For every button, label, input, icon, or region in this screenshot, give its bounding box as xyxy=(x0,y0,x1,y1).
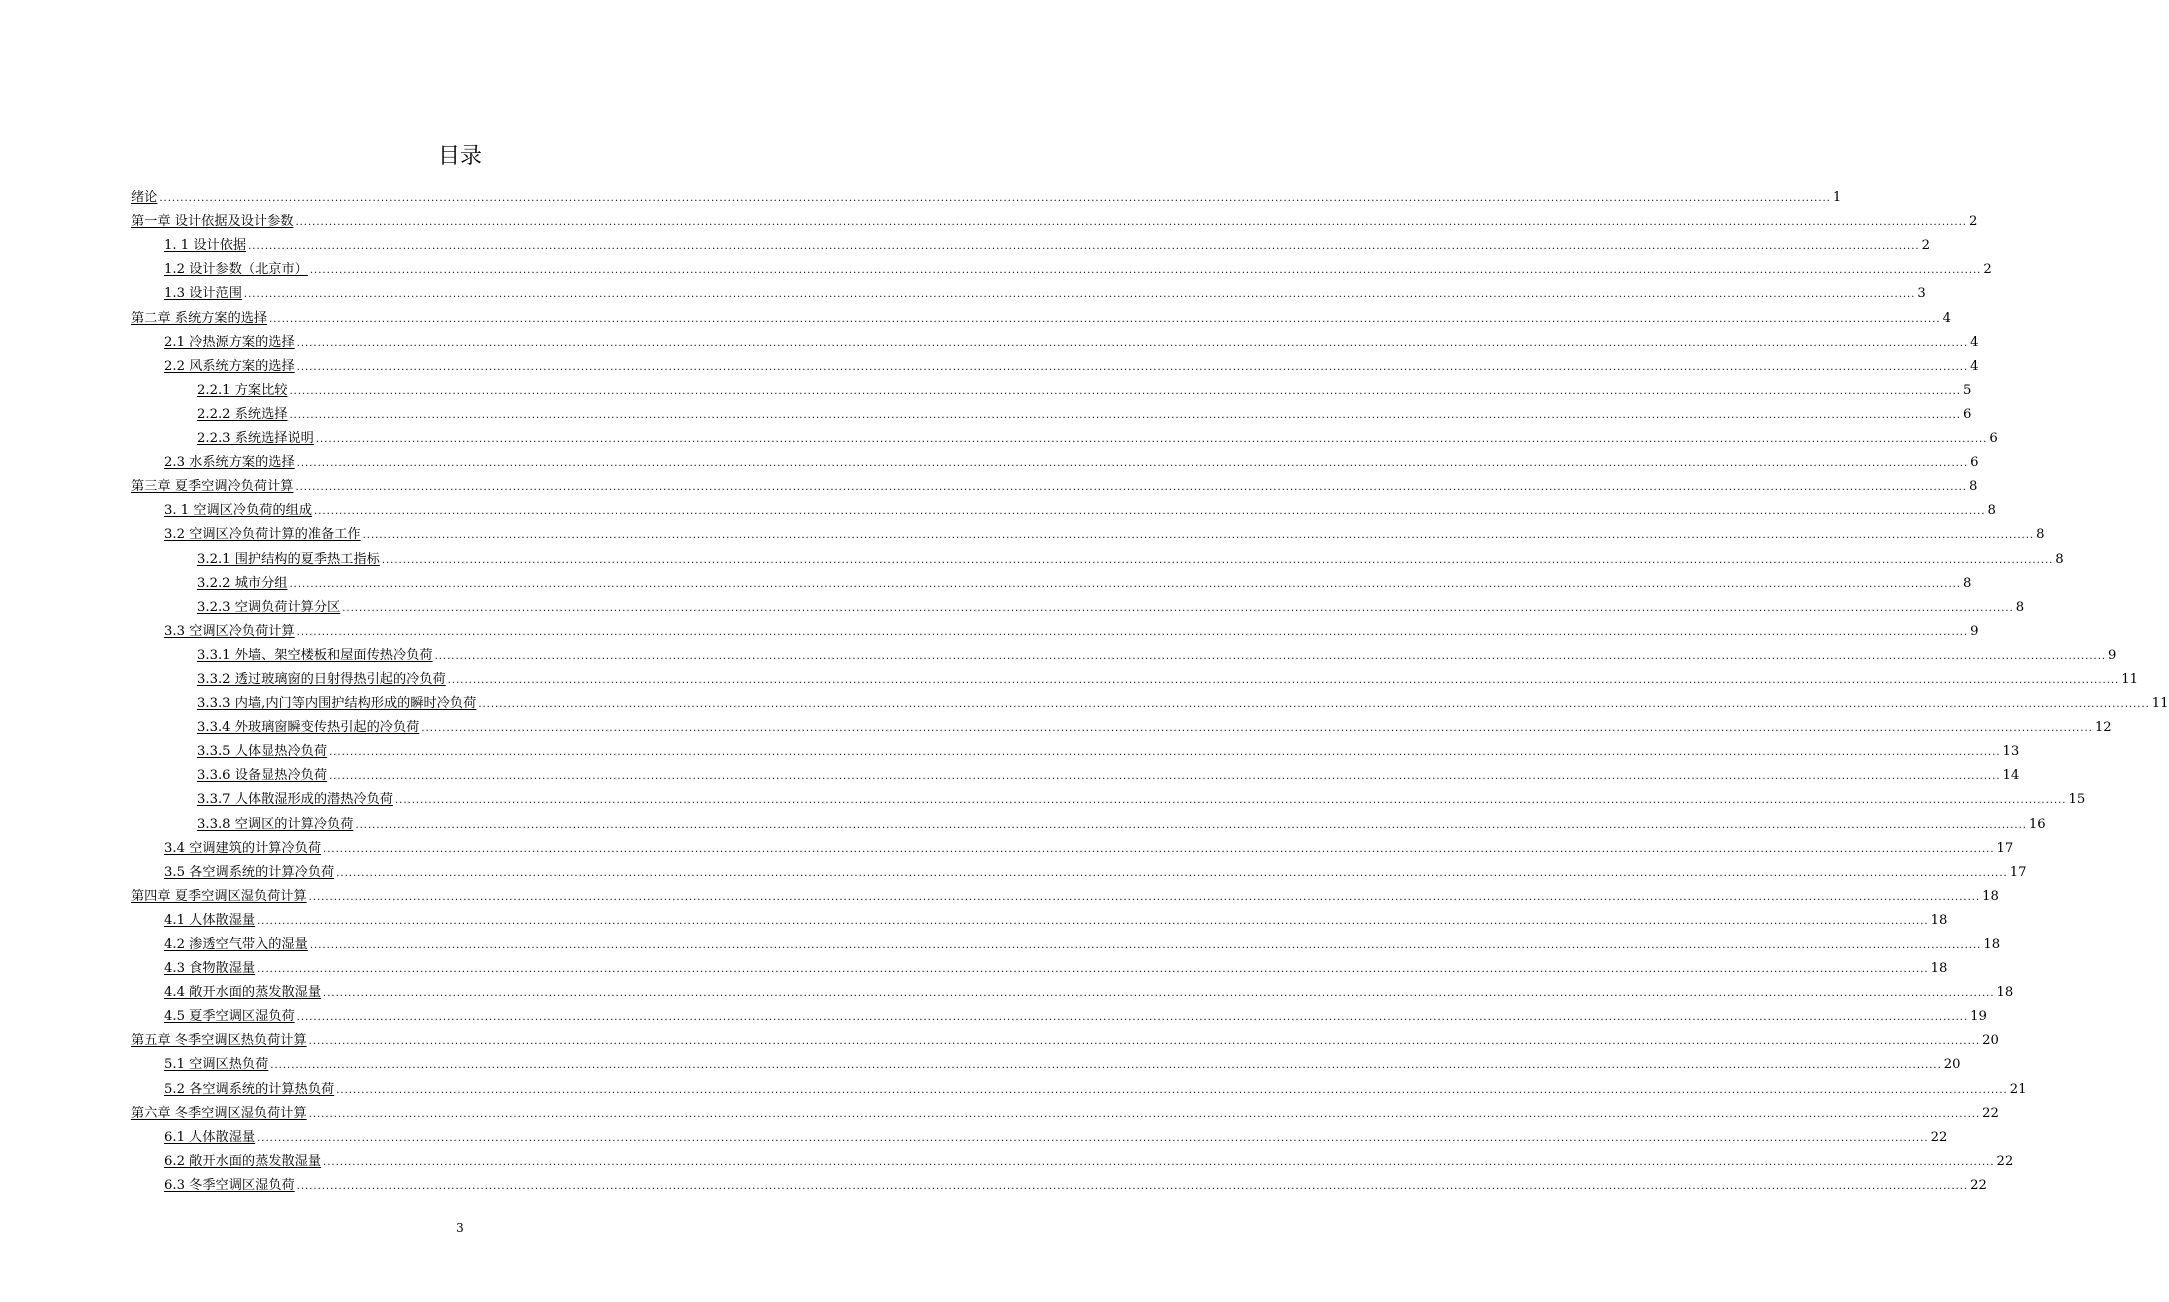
dot-leader: ................................................................................................................................................................................................................................................................................................................................................................................................................ xyxy=(289,385,1961,397)
toc-entry[interactable] xyxy=(131,519,2045,543)
toc-entry-page: 22 xyxy=(1996,1153,2014,1169)
toc-entry[interactable] xyxy=(131,929,2001,953)
toc-entry[interactable] xyxy=(131,1001,1987,1025)
toc-entry-page: 18 xyxy=(1930,912,1948,928)
dot-leader: ................................................................................................................................................................................................................................................................................................................................................................................................................ xyxy=(270,1060,1942,1072)
toc-entry[interactable] xyxy=(131,1146,2014,1170)
toc-entry-page: 8 xyxy=(1962,575,1972,591)
toc-entry[interactable] xyxy=(131,736,2020,760)
dot-leader: ................................................................................................................................................................................................................................................................................................................................................................................................................ xyxy=(309,940,1982,951)
toc-entry-page: 15 xyxy=(2068,792,2086,808)
toc-entry-page: 21 xyxy=(2009,1081,2027,1097)
dot-leader: ................................................................................................................................................................................................................................................................................................................................................................................................................ xyxy=(336,1084,2008,1096)
toc-entry-label[interactable]: 5.2 各空调系统的计算热负荷 xyxy=(164,1081,335,1097)
toc-entry-page: 17 xyxy=(2009,864,2027,880)
toc-entry-label[interactable]: 3.3.8 空调区的计算冷负荷 xyxy=(197,816,354,832)
toc-entry[interactable] xyxy=(131,254,1992,278)
toc-entry-label[interactable]: 3.2.3 空调负荷计算分区 xyxy=(197,599,341,615)
dot-leader: ................................................................................................................................................................................................................................................................................................................................................................................................................ xyxy=(248,241,1920,253)
toc-entry-page: 9 xyxy=(2108,647,2117,663)
dot-leader: ................................................................................................................................................................................................................................................................................................................................................................................................................ xyxy=(159,193,1831,205)
toc-entry-label[interactable]: 第四章 夏季空调区湿负荷计算 xyxy=(131,888,307,904)
toc-entry-page: 19 xyxy=(1970,1009,1987,1025)
table-of-contents xyxy=(131,182,2169,1194)
toc-entry-label[interactable]: 3.2.2 城市分组 xyxy=(197,575,288,591)
toc-entry-label[interactable]: 6.1 人体散湿量 xyxy=(164,1129,256,1145)
toc-entry-label[interactable]: 4.4 敞开水面的蒸发散湿量 xyxy=(164,985,322,1001)
toc-entry[interactable] xyxy=(131,278,1926,302)
dot-leader: ................................................................................................................................................................................................................................................................................................................................................................................................................ xyxy=(478,699,2150,711)
toc-entry[interactable] xyxy=(131,977,2014,1001)
toc-entry[interactable] xyxy=(131,881,1999,905)
dot-leader: ................................................................................................................................................................................................................................................................................................................................................................................................................ xyxy=(336,867,2008,879)
toc-entry-page: 18 xyxy=(1983,937,2001,952)
toc-entry-page: 2 xyxy=(1921,238,1930,254)
toc-entry-label[interactable]: 3.3.7 人体散湿形成的潜热冷负荷 xyxy=(197,792,393,808)
dot-leader: ................................................................................................................................................................................................................................................................................................................................................................................................................ xyxy=(434,650,2107,662)
toc-entry[interactable] xyxy=(131,230,1930,254)
dot-leader: ................................................................................................................................................................................................................................................................................................................................................................................................................ xyxy=(323,843,1995,855)
toc-entry-page: 6 xyxy=(1962,406,1972,422)
toc-entry[interactable] xyxy=(131,1170,1987,1194)
toc-entry-label[interactable]: 2.1 冷热源方案的选择 xyxy=(164,334,295,350)
toc-entry[interactable] xyxy=(131,1122,1948,1146)
dot-leader: ................................................................................................................................................................................................................................................................................................................................................................................................................ xyxy=(342,602,2014,614)
toc-entry[interactable] xyxy=(131,857,2027,881)
toc-entry-label[interactable]: 4.1 人体散湿量 xyxy=(164,912,256,928)
toc-entry-page: 22 xyxy=(1970,1177,1987,1193)
toc-entry[interactable] xyxy=(131,808,2046,832)
toc-entry[interactable] xyxy=(131,760,2020,784)
toc-entry-label[interactable]: 第五章 冬季空调区热负荷计算 xyxy=(131,1033,307,1049)
toc-entry-page: 20 xyxy=(1982,1033,1999,1049)
toc-entry-label[interactable]: 5.1 空调区热负荷 xyxy=(164,1057,269,1073)
dot-leader: ................................................................................................................................................................................................................................................................................................................................................................................................................ xyxy=(296,1180,1969,1192)
toc-entry-label[interactable]: 4.5 夏季空调区湿负荷 xyxy=(164,1009,295,1025)
dot-leader: ................................................................................................................................................................................................................................................................................................................................................................................................................ xyxy=(289,409,1961,421)
toc-entry-page: 18 xyxy=(1996,985,2014,1001)
toc-entry[interactable] xyxy=(131,182,1842,206)
toc-entry-page: 11 xyxy=(2151,696,2169,712)
toc-entry-label[interactable]: 6.2 敞开水面的蒸发散湿量 xyxy=(164,1153,322,1169)
toc-entry-label[interactable]: 第一章 设计依据及设计参数 xyxy=(131,214,294,230)
toc-entry-page: 13 xyxy=(2002,744,2020,760)
dot-leader: ................................................................................................................................................................................................................................................................................................................................................................................................................ xyxy=(295,217,1967,229)
toc-entry-page: 16 xyxy=(2028,816,2046,832)
toc-entry-page: 18 xyxy=(1982,888,1999,904)
toc-entry-label[interactable]: 3.4 空调建筑的计算冷负荷 xyxy=(164,840,322,856)
dot-leader: ................................................................................................................................................................................................................................................................................................................................................................................................................ xyxy=(296,1012,1969,1024)
toc-entry[interactable] xyxy=(131,543,2064,567)
dot-leader: ................................................................................................................................................................................................................................................................................................................................................................................................................ xyxy=(296,458,1969,470)
dot-leader: ................................................................................................................................................................................................................................................................................................................................................................................................................ xyxy=(314,506,1986,518)
toc-entry-page: 18 xyxy=(1930,961,1948,977)
dot-leader: ................................................................................................................................................................................................................................................................................................................................................................................................................ xyxy=(309,265,1982,277)
dot-leader: ................................................................................................................................................................................................................................................................................................................................................................................................................ xyxy=(421,723,2093,735)
toc-entry[interactable] xyxy=(131,784,2086,808)
toc-entry-label[interactable]: 3.3.4 外玻璃窗瞬变传热引起的冷负荷 xyxy=(197,720,420,736)
toc-entry[interactable] xyxy=(131,206,1978,230)
toc-entry-label[interactable]: 第三章 夏季空调冷负荷计算 xyxy=(131,479,294,495)
toc-entry-page: 8 xyxy=(2036,527,2045,543)
dot-leader: ................................................................................................................................................................................................................................................................................................................................................................................................................ xyxy=(308,1108,1981,1120)
toc-entry[interactable] xyxy=(131,302,1951,326)
toc-entry-page: 8 xyxy=(1987,503,1996,519)
toc-entry-label[interactable]: 1.2 设计参数（北京市） xyxy=(164,262,308,278)
toc-entry[interactable] xyxy=(131,592,2025,616)
toc-entry-page: 4 xyxy=(1942,310,1951,326)
toc-entry[interactable] xyxy=(131,1073,2027,1097)
toc-entry-label[interactable]: 6.3 冬季空调区湿负荷 xyxy=(164,1177,295,1193)
toc-entry-label[interactable]: 4.2 渗透空气带入的湿量 xyxy=(164,937,308,952)
toc-entry-label[interactable]: 2.3 水系统方案的选择 xyxy=(164,455,295,471)
toc-entry[interactable] xyxy=(131,664,2139,688)
toc-entry-page: 20 xyxy=(1943,1057,1961,1073)
page-number: 3 xyxy=(456,1221,464,1235)
toc-entry-label[interactable]: 3.3.5 人体显热冷负荷 xyxy=(197,744,328,760)
dot-leader: ................................................................................................................................................................................................................................................................................................................................................................................................................ xyxy=(329,747,2001,759)
toc-entry[interactable] xyxy=(131,640,2117,664)
toc-entry[interactable] xyxy=(131,375,1972,399)
toc-entry-label[interactable]: 3.3.1 外墙、架空楼板和屋面传热冷负荷 xyxy=(197,647,433,663)
toc-entry-page: 2 xyxy=(1983,262,1992,278)
toc-entry-page: 4 xyxy=(1970,358,1979,374)
toc-entry[interactable] xyxy=(131,1098,1999,1122)
toc-entry-page: 5 xyxy=(1962,382,1972,398)
toc-entry-label[interactable]: 3.2 空调区冷负荷计算的准备工作 xyxy=(164,527,361,543)
toc-entry-page: 3 xyxy=(1917,286,1926,302)
page-title: 目录 xyxy=(437,144,482,169)
dot-leader: ................................................................................................................................................................................................................................................................................................................................................................................................................ xyxy=(355,819,2027,831)
dot-leader: ................................................................................................................................................................................................................................................................................................................................................................................................................ xyxy=(296,337,1969,349)
dot-leader: ................................................................................................................................................................................................................................................................................................................................................................................................................ xyxy=(323,1156,1995,1168)
dot-leader: ................................................................................................................................................................................................................................................................................................................................................................................................................ xyxy=(269,313,1941,325)
toc-entry-page: 4 xyxy=(1970,334,1979,350)
toc-entry-label[interactable]: 4.3 食物散湿量 xyxy=(164,961,256,977)
toc-entry-page: 1 xyxy=(1832,190,1842,206)
toc-entry[interactable] xyxy=(131,471,1978,495)
dot-leader: ................................................................................................................................................................................................................................................................................................................................................................................................................ xyxy=(257,915,1929,927)
toc-entry[interactable] xyxy=(131,495,1996,519)
toc-entry[interactable] xyxy=(131,1049,1961,1073)
toc-entry-page: 12 xyxy=(2094,720,2112,736)
dot-leader: ................................................................................................................................................................................................................................................................................................................................................................................................................ xyxy=(329,771,2001,783)
toc-entry-page: 8 xyxy=(2055,551,2064,567)
toc-entry[interactable] xyxy=(131,447,1979,471)
toc-entry[interactable] xyxy=(131,568,1972,592)
toc-entry-page: 9 xyxy=(1970,623,1979,639)
toc-entry-label[interactable]: 2.2.3 系统选择说明 xyxy=(197,431,314,447)
toc-entry-label[interactable]: 第六章 冬季空调区湿负荷计算 xyxy=(131,1105,307,1121)
toc-entry[interactable] xyxy=(131,712,2112,736)
toc-entry-label[interactable]: 2.2 风系统方案的选择 xyxy=(164,358,295,374)
toc-entry[interactable] xyxy=(131,351,1979,375)
toc-entry-label[interactable]: 3.5 各空调系统的计算冷负荷 xyxy=(164,864,335,880)
dot-leader: ................................................................................................................................................................................................................................................................................................................................................................................................................ xyxy=(295,482,1967,494)
dot-leader: ................................................................................................................................................................................................................................................................................................................................................................................................................ xyxy=(308,891,1981,903)
dot-leader: ................................................................................................................................................................................................................................................................................................................................................................................................................ xyxy=(381,554,2054,566)
toc-entry-page: 8 xyxy=(2015,599,2025,615)
dot-leader: ................................................................................................................................................................................................................................................................................................................................................................................................................ xyxy=(296,361,1969,373)
toc-entry-label[interactable]: 第二章 系统方案的选择 xyxy=(131,310,268,326)
toc-entry-label[interactable]: 2.2.2 系统选择 xyxy=(197,406,288,422)
toc-entry-label[interactable]: 3.2.1 围护结构的夏季热工指标 xyxy=(197,551,380,567)
toc-entry[interactable] xyxy=(131,833,2014,857)
toc-entry-page: 6 xyxy=(1970,455,1979,471)
dot-leader: ................................................................................................................................................................................................................................................................................................................................................................................................................ xyxy=(362,530,2035,542)
toc-entry-page: 8 xyxy=(1968,479,1978,495)
toc-entry[interactable] xyxy=(131,1025,1999,1049)
toc-entry-page: 2 xyxy=(1968,214,1978,230)
toc-entry[interactable] xyxy=(131,399,1972,423)
toc-entry-label[interactable]: 3. 1 空调区冷负荷的组成 xyxy=(164,503,313,519)
toc-entry-label[interactable]: 3.3 空调区冷负荷计算 xyxy=(164,623,295,639)
toc-entry-label[interactable]: 绪论 xyxy=(131,190,158,206)
dot-leader: ................................................................................................................................................................................................................................................................................................................................................................................................................ xyxy=(395,795,2067,807)
toc-entry[interactable] xyxy=(131,327,1979,351)
dot-leader: ................................................................................................................................................................................................................................................................................................................................................................................................................ xyxy=(323,988,1995,1000)
dot-leader: ................................................................................................................................................................................................................................................................................................................................................................................................................ xyxy=(447,674,2120,686)
toc-entry[interactable] xyxy=(131,616,1979,640)
toc-entry-page: 11 xyxy=(2121,671,2139,687)
toc-entry-page: 14 xyxy=(2002,768,2020,784)
toc-entry-label[interactable]: 3.3.6 设备显热冷负荷 xyxy=(197,768,328,784)
dot-leader: ................................................................................................................................................................................................................................................................................................................................................................................................................ xyxy=(243,289,1916,301)
toc-entry[interactable] xyxy=(131,953,1948,977)
dot-leader: ................................................................................................................................................................................................................................................................................................................................................................................................................ xyxy=(308,1036,1981,1048)
dot-leader: ................................................................................................................................................................................................................................................................................................................................................................................................................ xyxy=(289,578,1961,590)
toc-entry-page: 6 xyxy=(1989,431,1998,447)
toc-entry-label[interactable]: 3.3.3 内墙,内门等内围护结构形成的瞬时冷负荷 xyxy=(197,696,477,712)
toc-entry-label[interactable]: 3.3.2 透过玻璃窗的日射得热引起的冷负荷 xyxy=(197,671,446,687)
toc-entry[interactable] xyxy=(131,905,1948,929)
toc-entry-page: 22 xyxy=(1930,1129,1948,1145)
toc-entry-label[interactable]: 1.3 设计范围 xyxy=(164,286,242,302)
dot-leader: ................................................................................................................................................................................................................................................................................................................................................................................................................ xyxy=(257,1132,1929,1144)
dot-leader: ................................................................................................................................................................................................................................................................................................................................................................................................................ xyxy=(296,626,1969,638)
dot-leader: ................................................................................................................................................................................................................................................................................................................................................................................................................ xyxy=(315,434,1988,446)
dot-leader: ................................................................................................................................................................................................................................................................................................................................................................................................................ xyxy=(257,964,1929,976)
toc-entry-label[interactable]: 2.2.1 方案比较 xyxy=(197,382,288,398)
toc-entry-page: 17 xyxy=(1996,840,2014,856)
toc-entry[interactable] xyxy=(131,423,1998,447)
toc-entry[interactable] xyxy=(131,688,2169,712)
toc-entry-page: 22 xyxy=(1982,1105,1999,1121)
toc-entry-label[interactable]: 1. 1 设计依据 xyxy=(164,238,247,254)
